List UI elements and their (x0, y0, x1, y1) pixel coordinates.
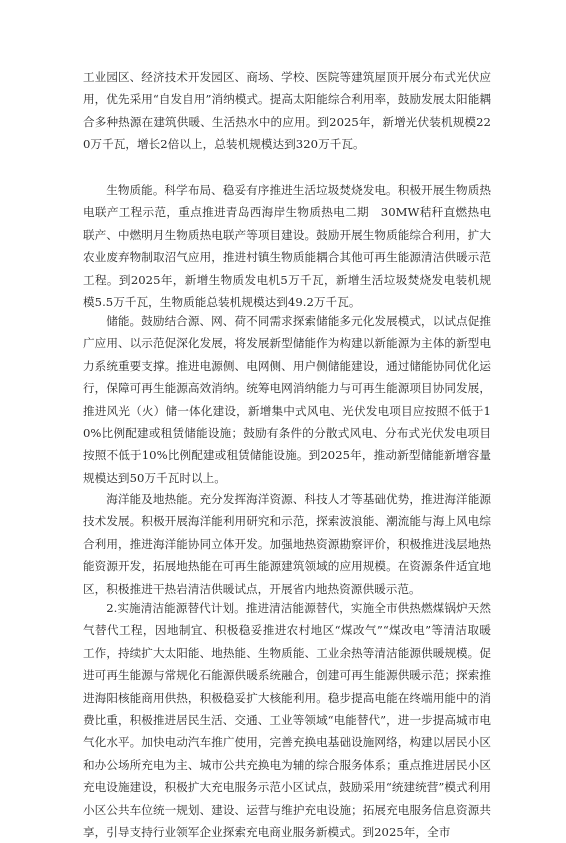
paragraph-solar: 工业园区、经济技术开发园区、商场、学校、医院等建筑屋顶开展分布式光伏应用，优先采用“自发自用”消纳模式。提高太阳能综合利用率，鼓励发展太阳能耦合多种热源在建筑供暖、生活热水中的应用。到2025年，新增光伏装机规模220万千瓦，增长2倍以上，总装机规模达到320万千瓦。 (83, 70, 491, 152)
paragraph-ocean-geothermal: 海洋能及地热能。充分发挥海洋资源、科技人才等基础优势，推进海洋能源技术发展。积极开展海洋能利用研究和示范，探索波浪能、潮流能与海上风电综合利用，推进海洋能协同立体开发。加强地热资源勘察评价，积极推进浅层地热能资源开发，拓展地热能在可再生能源建筑领域的应用规模。在资源条件适宜地区，积极推进干热岩清洁供暖试点，开展省内地热资源供暖示范。 (83, 492, 491, 596)
paragraph-clean-energy-substitution: 2.实施清洁能源替代计划。推进清洁能源替代，实施全市供热燃煤锅炉天然气替代工程，因地制宜、积极稳妥推进农村地区“煤改气”“煤改电”等清洁取暖工作，持续扩大太阳能、地热能、生物质能、工业余热等清洁能源供暖规模。促进可再生能源与常规化石能源供暖系统融合，创建可再生能源供暖示范；探索推进海阳核能商用供热，积极稳妥扩大核能利用。稳步提高电能在终端用能中的消费比重，积极推进居民生活、交通、工业等领域“电能替代”，进一步提高城市电气化水平。加快电动汽车推广使用，完善充换电基础设施网络，构建以居民小区和办公场所充电为主、城市公共充换电为辅的综合服务体系；重点推进居民小区充电设施建设，积极扩大充电服务示范小区试点，鼓励采用“统建统营”模式利用小区公共车位统一规划、建设、运营与维护充电设施；拓展充电服务信息资源共享，引导支持行业领军企业探索充电商业服务新模式。到2025年，全市 (83, 601, 491, 840)
paragraph-biomass: 生物质能。科学布局、稳妥有序推进生活垃圾焚烧发电。积极开展生物质热电联产工程示范，重点推进青岛西海岸生物质热电二期 30MW秸秆直燃热电联产、中燃明月生物质热电联产等项目建设。鼓励开展生物质能综合利用，扩大农业废弃物制取沼气应用，推进村镇生物质能耦合其他可再生能源清洁供暖示范工程。到2025年，新增生物质发电机5万千瓦，新增生活垃圾焚烧发电装机规模5.5万千瓦，生物质能总装机规模达到49.2万千瓦。 (83, 183, 491, 310)
paragraph-storage: 储能。鼓励结合源、网、荷不同需求探索储能多元化发展模式，以试点促推广应用、以示范促深化发展，将发展新型储能作为构建以新能源为主体的新型电力系统重要支撑。推进电源侧、电网侧、用户侧储能建设，通过储能协同优化运行，保障可再生能源高效消纳。统筹电网消纳能力与可再生能源项目协同发展，推进风光（火）储一体化建设，新增集中式风电、光伏发电项目应按照不低于10%比例配建或租赁储能设施；鼓励有条件的分散式风电、分布式光伏发电项目按照不低于10%比例配建或租赁储能设施。到2025年，推动新型储能新增容量规模达到50万千瓦时以上。 (83, 314, 491, 485)
